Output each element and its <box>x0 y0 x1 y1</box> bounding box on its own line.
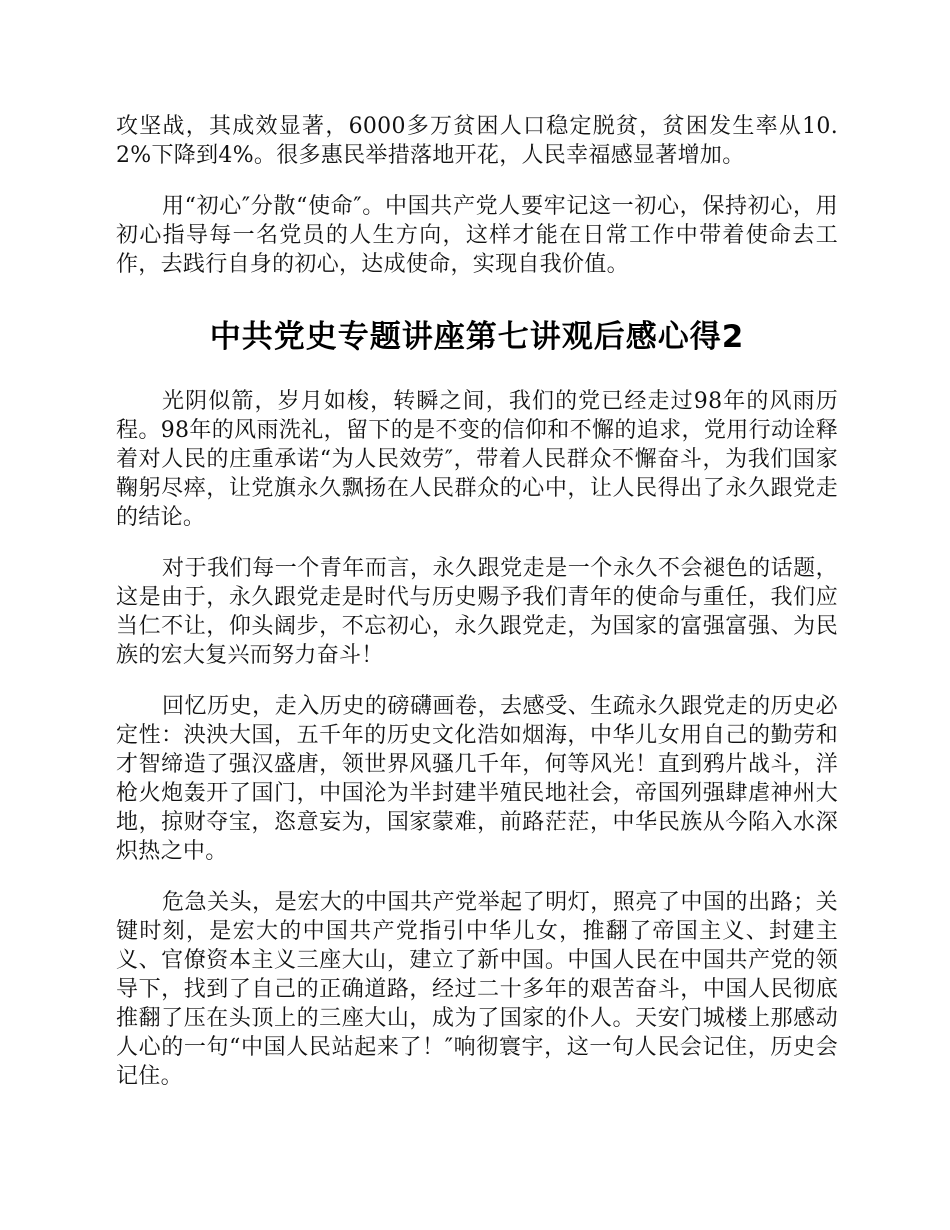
body-paragraph-4: 危急关头，是宏大的中国共产党举起了明灯，照亮了中国的出路；关键时刻，是宏大的中国共产党指引中华儿女，推翻了帝国主义、封建主义、官僚资本主义三座大山，建立了新中国。中国人民在中国共产党的领导下，找到了自己的正确道路，经过二十多年的艰苦奋斗，中国人民彻底推翻了压在头顶上的三座大山，成为了国家的仆人。天安门城楼上那感动人心的一句“中国人民站起来了！″响彻寰宇，这一句人民会记住，历史会记住。 <box>116 890 838 1089</box>
body-paragraph-1: 光阴似箭，岁月如梭，转瞬之间，我们的党已经走过98年的风雨历程。98年的风雨洗礼，留下的是不变的信仰和不懈的追求，党用行动诠释着对人民的庄重承诺“为人民效劳″，带着人民群众不懈奋斗，为我们国家鞠躬尽瘁，让党旗永久飘扬在人民群众的心中，让人民得出了永久跟党走的结论。 <box>116 389 838 530</box>
intro-paragraph-1: 攻坚战，其成效显著，6000多万贫困人口稳定脱贫，贫困发生率从10.2%下降到4%。很多惠民举措落地开花，人民幸福感显著增加。 <box>116 114 838 168</box>
section-title: 中共党史专题讲座第七讲观后感心得2 <box>209 319 745 355</box>
document-content <box>116 112 838 1091</box>
body-paragraph-2: 对于我们每一个青年而言，永久跟党走是一个永久不会褪色的话题，这是由于，永久跟党走是时代与历史赐予我们青年的使命与重任，我们应当仁不让，仰头阔步，不忘初心，永久跟党走，为国家的富强富强、为民族的宏大复兴而努力奋斗！ <box>116 556 838 668</box>
body-paragraph-3: 回忆历史，走入历史的磅礴画卷，去感受、生疏永久跟党走的历史必定性：泱泱大国，五千年的历史文化浩如烟海，中华儿女用自己的勤劳和才智缔造了强汉盛唐，领世界风骚几千年，何等风光！直到鸦片战斗，洋枪火炮轰开了国门，中国沦为半封建半殖民地社会，帝国列强肆虐神州大地，掠财夺宝，恣意妄为，国家蒙难，前路茫茫，中华民族从今陷入水深炽热之中。 <box>116 694 838 864</box>
intro-paragraph-2: 用“初心″分散“使命″。中国共产党人要牢记这一初心，保持初心，用初心指导每一名党员的人生方向，这样才能在日常工作中带着使命去工作，去践行自身的初心，达成使命，实现自我价值。 <box>116 194 838 277</box>
